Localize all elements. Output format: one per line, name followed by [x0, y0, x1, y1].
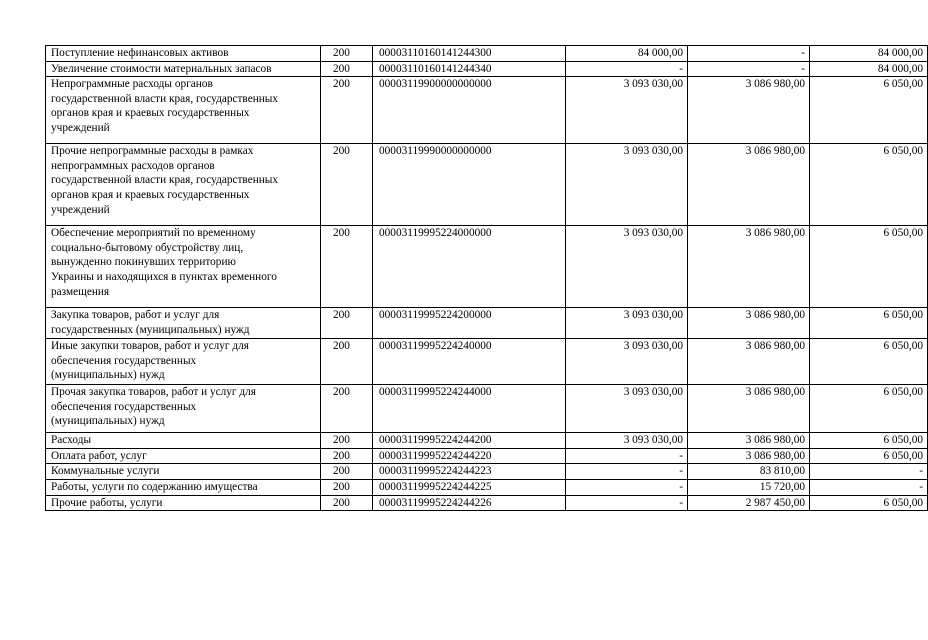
row-classifier-cell: 00003110160141244300: [373, 46, 566, 62]
table-row: [46, 464, 928, 480]
row-amount-3-cell: 6 050,00: [810, 226, 928, 308]
row-amount-2-cell: -: [688, 46, 810, 62]
row-code-cell: 200: [321, 226, 373, 308]
row-classifier-cell: 00003119995224244226: [373, 495, 566, 511]
row-amount-2-cell: 3 086 980,00: [688, 226, 810, 308]
row-classifier-cell: 00003119995224244223: [373, 464, 566, 480]
document-page: [45, 45, 923, 511]
row-code-cell: 200: [321, 464, 373, 480]
row-amount-1-cell: 3 093 030,00: [566, 308, 688, 339]
row-amount-1-cell: 3 093 030,00: [566, 339, 688, 385]
row-amount-1-cell: 3 093 030,00: [566, 77, 688, 144]
row-amount-2-cell: 3 086 980,00: [688, 144, 810, 226]
table-row: [46, 308, 928, 339]
row-name-cell: Обеспечение мероприятий по временному социально-бытовому обустройству лиц, вынужденно покинувших территорию Украины и находящихся в пунктах временного размещения: [46, 226, 321, 308]
row-amount-1-cell: -: [566, 479, 688, 495]
row-amount-2-cell: 3 086 980,00: [688, 433, 810, 449]
row-amount-2-cell: -: [688, 61, 810, 77]
row-classifier-cell: 00003119995224244220: [373, 448, 566, 464]
row-classifier-cell: 00003119995224000000: [373, 226, 566, 308]
row-name-cell: Работы, услуги по содержанию имущества: [46, 479, 321, 495]
row-code-cell: 200: [321, 385, 373, 433]
row-amount-2-cell: 3 086 980,00: [688, 385, 810, 433]
row-classifier-cell: 00003119995224244225: [373, 479, 566, 495]
table-row: [46, 61, 928, 77]
table-row: [46, 433, 928, 449]
table-row: [46, 479, 928, 495]
row-code-cell: 200: [321, 144, 373, 226]
row-amount-3-cell: -: [810, 464, 928, 480]
row-amount-1-cell: 84 000,00: [566, 46, 688, 62]
row-code-cell: 200: [321, 308, 373, 339]
row-classifier-cell: 00003119900000000000: [373, 77, 566, 144]
row-amount-3-cell: 6 050,00: [810, 308, 928, 339]
row-name-cell: Закупка товаров, работ и услуг для государственных (муниципальных) нужд: [46, 308, 321, 339]
row-code-cell: 200: [321, 495, 373, 511]
row-amount-1-cell: -: [566, 464, 688, 480]
row-name-cell: Коммунальные услуги: [46, 464, 321, 480]
row-amount-1-cell: -: [566, 448, 688, 464]
table-row: [46, 495, 928, 511]
row-amount-3-cell: 6 050,00: [810, 495, 928, 511]
row-amount-2-cell: 15 720,00: [688, 479, 810, 495]
row-code-cell: 200: [321, 61, 373, 77]
row-classifier-cell: 00003119990000000000: [373, 144, 566, 226]
row-amount-2-cell: 3 086 980,00: [688, 448, 810, 464]
row-amount-1-cell: -: [566, 61, 688, 77]
row-name-cell: Расходы: [46, 433, 321, 449]
row-name-cell: Прочие работы, услуги: [46, 495, 321, 511]
row-classifier-cell: 00003119995224240000: [373, 339, 566, 385]
row-classifier-cell: 00003119995224244000: [373, 385, 566, 433]
row-code-cell: 200: [321, 77, 373, 144]
table-row: [46, 144, 928, 226]
row-amount-1-cell: -: [566, 495, 688, 511]
row-code-cell: 200: [321, 339, 373, 385]
row-name-cell: Иные закупки товаров, работ и услуг для обеспечения государственных (муниципальных) нужд: [46, 339, 321, 385]
row-amount-1-cell: 3 093 030,00: [566, 144, 688, 226]
row-amount-1-cell: 3 093 030,00: [566, 226, 688, 308]
row-amount-2-cell: 3 086 980,00: [688, 308, 810, 339]
table-row: [46, 339, 928, 385]
row-amount-3-cell: -: [810, 479, 928, 495]
row-name-cell: Прочая закупка товаров, работ и услуг для обеспечения государственных (муниципальных) нужд: [46, 385, 321, 433]
row-amount-3-cell: 84 000,00: [810, 61, 928, 77]
table-row: [46, 77, 928, 144]
row-name-cell: Оплата работ, услуг: [46, 448, 321, 464]
table-row: [46, 385, 928, 433]
row-amount-1-cell: 3 093 030,00: [566, 433, 688, 449]
row-name-cell: Увеличение стоимости материальных запасов: [46, 61, 321, 77]
row-amount-3-cell: 6 050,00: [810, 144, 928, 226]
row-code-cell: 200: [321, 479, 373, 495]
row-amount-3-cell: 84 000,00: [810, 46, 928, 62]
row-name-cell: Непрограммные расходы органов государственной власти края, государственных органов края и краевых государственных учреждений: [46, 77, 321, 144]
row-amount-3-cell: 6 050,00: [810, 77, 928, 144]
table-row: [46, 46, 928, 62]
row-amount-2-cell: 2 987 450,00: [688, 495, 810, 511]
row-amount-3-cell: 6 050,00: [810, 448, 928, 464]
row-code-cell: 200: [321, 448, 373, 464]
budget-expense-table: [45, 45, 928, 511]
row-code-cell: 200: [321, 433, 373, 449]
row-classifier-cell: 00003119995224244200: [373, 433, 566, 449]
row-amount-3-cell: 6 050,00: [810, 433, 928, 449]
row-name-cell: Поступление нефинансовых активов: [46, 46, 321, 62]
table-row: [46, 226, 928, 308]
row-amount-2-cell: 3 086 980,00: [688, 339, 810, 385]
row-amount-3-cell: 6 050,00: [810, 385, 928, 433]
row-classifier-cell: 00003119995224200000: [373, 308, 566, 339]
row-name-cell: Прочие непрограммные расходы в рамках непрограммных расходов органов государственной власти края, государственных органов края и краевых государственных учреждений: [46, 144, 321, 226]
row-amount-1-cell: 3 093 030,00: [566, 385, 688, 433]
row-code-cell: 200: [321, 46, 373, 62]
table-row: [46, 448, 928, 464]
row-amount-3-cell: 6 050,00: [810, 339, 928, 385]
row-amount-2-cell: 83 810,00: [688, 464, 810, 480]
row-classifier-cell: 00003110160141244340: [373, 61, 566, 77]
row-amount-2-cell: 3 086 980,00: [688, 77, 810, 144]
